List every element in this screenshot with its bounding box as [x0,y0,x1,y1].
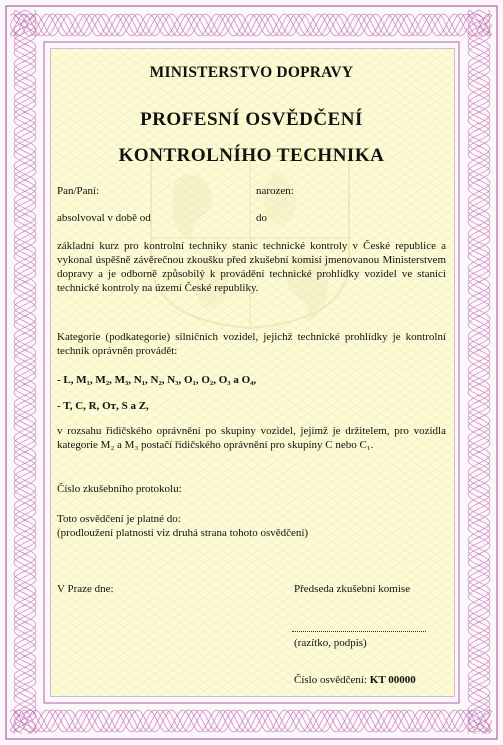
commission-chair-label: Předseda zkušební komise [294,583,411,595]
vehicle-categories-line2: - T, C, R, Oᴛ, S a Z, [57,400,149,412]
vehicle-categories-line1: - L, M₁, M₂, M₃, N₁, N₂, N₃, O₁, O₂, O₃ a O₄, [57,374,257,386]
categories-intro: Kategorie (podkategorie) silničních vozidel, jejichž technické prohlídky je kontrolní technik oprávněn provádět: [57,331,446,357]
certificate-number [294,673,416,687]
name-label: Pan/Paní: [57,185,100,197]
stamp-signature-label: (razítko, podpis) [294,637,367,649]
certificate-title-line1: PROFESNÍ OSVĚDČENÍ [140,109,363,130]
validity-label: Toto osvědčení je platné do: [57,513,181,525]
place-date-label: V Praze dne: [57,583,114,595]
validity-note: (prodloužení platnosti viz druhá strana tohoto osvědčení) [57,527,309,539]
born-label: narozen: [256,185,294,197]
completed-from-label: absolvoval v době od [57,212,151,224]
ministry-heading: MINISTERSTVO DOPRAVY [149,64,354,81]
signature-line [292,631,426,632]
completed-to-label: do [256,212,267,224]
certificate-title-line2: KONTROLNÍHO TECHNIKA [118,145,385,166]
driving-license-paragraph: v rozsahu řidičského oprávnění po skupiny vozidel, jejímž je držitelem, pro vozidla kategorie M₂ a M₃ postačí řidičského oprávnění pro skupiny C nebo C₁. [57,425,446,451]
certificate-number-label: Číslo osvědčení: [294,674,368,686]
course-paragraph: základní kurz pro kontrolní techniky stanic technické kontroly v České republice a vykonal úspěšně závěrečnou zkoušku před zkušební komisí jmenovanou Ministerstvem dopravy a je odborně způsobilý k provádění technické prohlídky vozidel ve stanici technické kontroly na území České republiky. [57,240,446,294]
protocol-number-label: Číslo zkušebního protokolu: [57,483,182,495]
certificate-number-value: KT 00000 [369,674,416,686]
